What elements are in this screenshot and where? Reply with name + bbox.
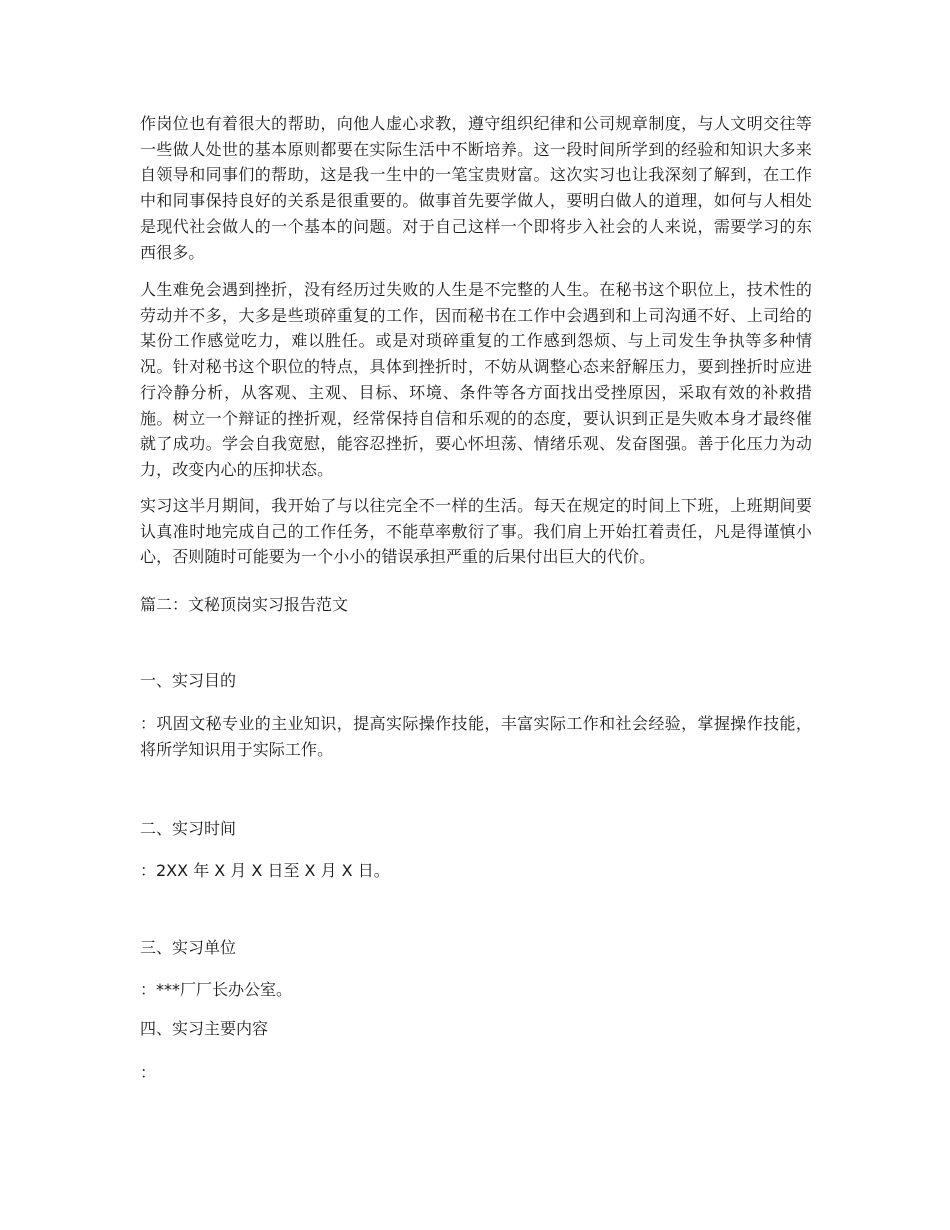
- section-content-time: ：2XX 年 X 月 X 日至 X 月 X 日。: [140, 861, 390, 880]
- section-heading-purpose: 一、实习目的: [140, 671, 237, 690]
- section-heading-unit: 三、实习单位: [140, 938, 237, 957]
- section-content-purpose: ：巩固文秘专业的主业知识，提高实际操作技能，丰富实际工作和社会经验，掌握操作技能，将所学知识用于实际工作。: [140, 714, 812, 759]
- section-heading-time: 二、实习时间: [140, 819, 237, 838]
- body-paragraph-2: 人生难免会遇到挫折，没有经历过失败的人生是不完整的人生。在秘书这个职位上，技术性的劳动并不多，大多是些琐碎重复的工作，因而秘书在工作中会遇到和上司沟通不好、上司给的某份工作感觉吃力，难以胜任。或是对琐碎重复的工作感到怨烦、与上司发生争执等多种情况。针对秘书这个职位的特点，具体到挫折时，不妨从调整心态来舒解压力，要到挫折时应进行冷静分析，从客观、主观、目标、环境、条件等各方面找出受挫原因，采取有效的补救措施。树立一个辩证的挫折观，经常保持自信和乐观的的态度，要认识到正是失败本身才最终催就了成功。学会自我宽慰，能容忍挫折，要心怀坦荡、情绪乐观、发奋图强。善于化压力为动力，改变内心的压抑状态。: [140, 280, 812, 479]
- body-paragraph-3: 实习这半月期间，我开始了与以往完全不一样的生活。每天在规定的时间上下班，上班期间要认真准时地完成自己的工作任务，不能草率敷衍了事。我们肩上开始扛着责任，凡是得谨慎小心，否则随时可能要为一个小小的错误承担严重的后果付出巨大的代价。: [140, 496, 812, 567]
- section-content-unit: ：***厂厂长办公室。: [140, 980, 293, 999]
- body-paragraph-1: 作岗位也有着很大的帮助，向他人虚心求教，遵守组织纪律和公司规章制度，与人文明交往等一些做人处世的基本原则都要在实际生活中不断培养。这一段时间所学到的经验和知识大多来自领导和同事们的帮助，这是我一生中的一笔宝贵财富。这次实习也让我深刻了解到，在工作中和同事保持良好的关系是很重要的。做事首先要学做人，要明白做人的道理，如何与人相处是现代社会做人的一个基本的问题。对于自己这样一个即将步入社会的人来说，需要学习的东西很多。: [140, 114, 812, 262]
- section-content-content: ：: [140, 1063, 157, 1082]
- article-heading: 篇二：文秘顶岗实习报告范文: [140, 595, 349, 614]
- section-heading-content: 四、实习主要内容: [140, 1019, 269, 1038]
